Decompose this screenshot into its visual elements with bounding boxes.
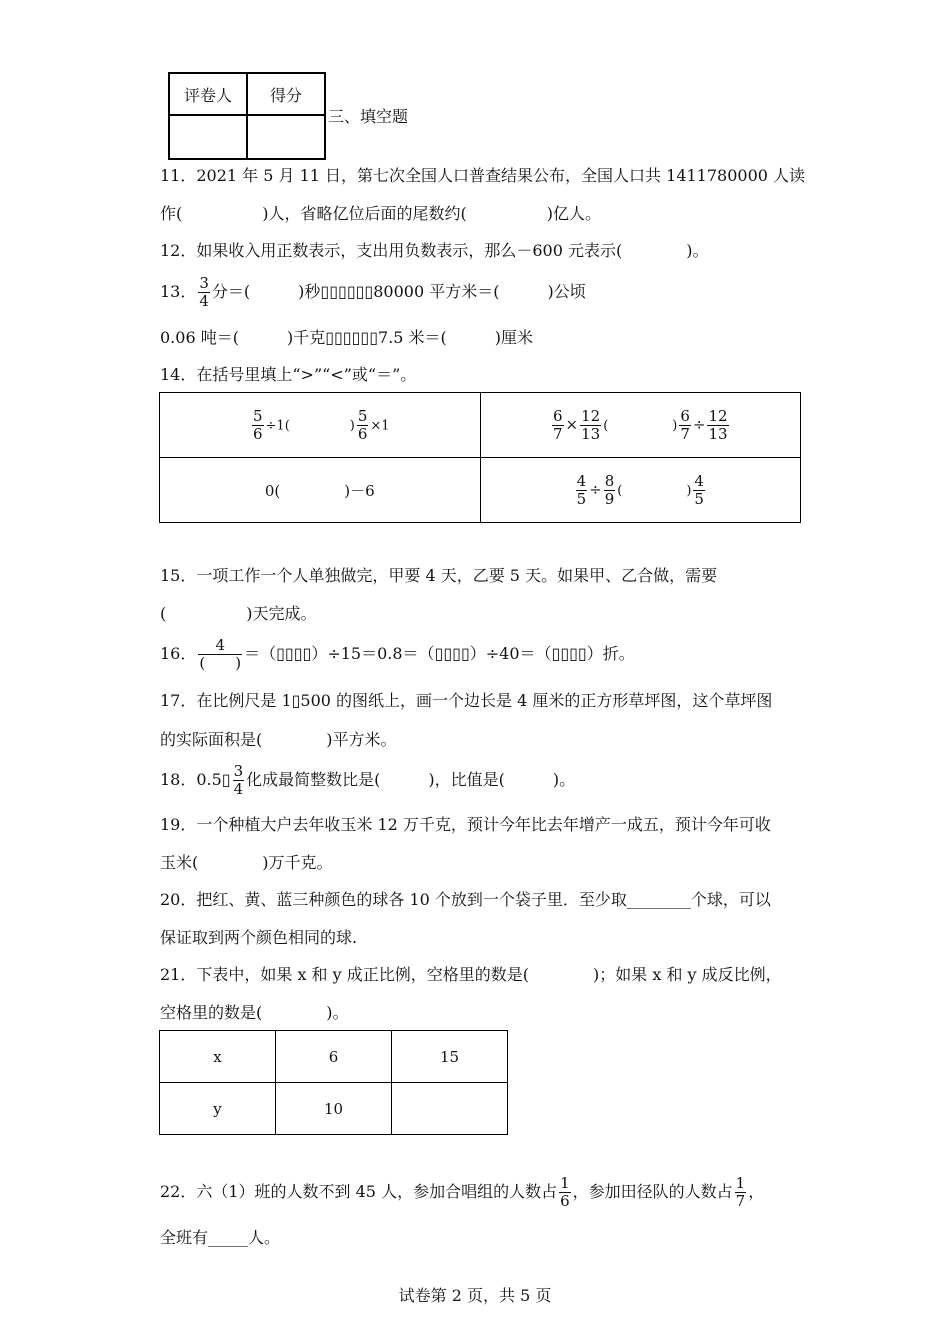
q22-line2: 全班有_____人。 — [160, 1228, 281, 1247]
q20-line1: 20．把红、黄、蓝三种颜色的球各 10 个放到一个袋子里．至少取________个球，可以 — [160, 890, 771, 909]
q16-frac-den: ( ) — [199, 654, 242, 672]
frac-den: 7 — [680, 424, 690, 443]
q13-frac-num: 3 — [199, 274, 209, 292]
cell3-left: 0( — [264, 481, 281, 500]
q16-frac-num: 4 — [198, 637, 242, 655]
operator-text: ÷1( — [265, 418, 290, 433]
fraction — [707, 408, 728, 443]
frac-den: 5 — [694, 489, 704, 508]
table-cell: y — [160, 1083, 276, 1135]
q18-frac-num: 3 — [233, 762, 244, 780]
table-cell: 6 — [276, 1031, 392, 1083]
operator-text: ×1 — [370, 418, 390, 433]
q13-line1-rest: 分＝( )秒▯▯▯▯▯▯80000 平方米＝( )公顷 — [211, 282, 586, 301]
q18-line — [160, 760, 575, 800]
close-paren: ) — [686, 483, 692, 498]
open-paren: ( — [617, 483, 623, 498]
frac-den: 6 — [357, 424, 368, 443]
grader-box — [168, 72, 326, 160]
q21-line1: 21．下表中，如果 x 和 y 成正比例，空格里的数是( )；如果 x 和 y 成反比例， — [160, 965, 782, 984]
q16-rest: ＝（▯▯▯▯）÷15＝0.8＝（▯▯▯▯）÷40＝（▯▯▯▯）折。 — [244, 644, 635, 663]
frac-num: 1 — [560, 1174, 570, 1192]
q19-line1: 19．一个种植大户去年收玉米 12 万千克，预计今年比去年增产一成五，预计今年可收 — [160, 815, 771, 834]
q14-text: 14．在括号里填上“>”“<”或“＝”。 — [160, 365, 417, 384]
operator-text: ÷ — [692, 415, 706, 433]
q12: 12．如果收入用正数表示，支出用负数表示，那么－600 元表示( )。 — [160, 241, 709, 260]
q15-line2: ( )天完成。 — [160, 604, 317, 623]
table-row — [160, 1083, 508, 1135]
frac-den: 9 — [604, 489, 615, 508]
table-cell: 10 — [276, 1083, 392, 1135]
frac-num: 6 — [552, 406, 563, 425]
q16-line — [160, 634, 635, 674]
fraction — [679, 408, 691, 443]
q22-part2: ，参加田径队的人数占 — [572, 1182, 733, 1201]
q22-fraction-2 — [735, 1175, 747, 1210]
q18-rest: 化成最简整数比是( )，比值是( )。 — [246, 770, 576, 789]
close-paren: ) — [672, 418, 678, 433]
fraction — [576, 473, 588, 508]
fraction — [252, 408, 264, 443]
table-row — [160, 1031, 508, 1083]
fraction — [552, 408, 564, 443]
q18-fraction — [233, 763, 245, 798]
frac-num: 12 — [708, 406, 728, 425]
q16-prefix: 16． — [160, 644, 197, 663]
frac-den: 5 — [576, 489, 587, 508]
frac-den: 7 — [735, 1192, 746, 1210]
q22-line1 — [160, 1172, 764, 1212]
frac-num: 6 — [680, 406, 690, 425]
q16-fraction — [198, 637, 242, 672]
q11-line1: 11．2021 年 5 月 11 日，第七次全国人口普查结果公布，全国人口共 1411780000 人读 — [160, 166, 806, 185]
q11-line2: 作( )人，省略亿位后面的尾数约( )亿人。 — [160, 204, 601, 223]
q15-line1: 15．一项工作一个人单独做完，甲要 4 天，乙要 5 天。如果甲、乙合做，需要 — [160, 566, 718, 585]
frac-den: 6 — [560, 1192, 570, 1210]
frac-num: 1 — [735, 1174, 746, 1192]
table-cell: 15 — [392, 1031, 508, 1083]
compare-cell-4 — [480, 458, 800, 523]
q22-part1: 22．六（1）班的人数不到 45 人，参加合唱组的人数占 — [160, 1182, 558, 1201]
q13-prefix: 13． — [160, 282, 197, 301]
q19-line2: 玉米( )万千克。 — [160, 853, 333, 872]
q18-frac-den: 4 — [233, 780, 244, 798]
compare-cell-3 — [160, 458, 481, 523]
frac-den: 13 — [581, 424, 601, 443]
comparison-table — [159, 392, 801, 523]
q17-line2: 的实际面积是( )平方米。 — [160, 730, 397, 749]
operator-text: ÷ — [589, 480, 602, 498]
fraction — [580, 408, 601, 443]
q21-line2: 空格里的数是( )。 — [160, 1003, 349, 1022]
blank-table-cell[interactable] — [392, 1083, 508, 1135]
compare-cell-1 — [160, 393, 481, 458]
q13-line2: 0.06 吨＝( )千克▯▯▯▯▯▯7.5 米＝( )厘米 — [160, 328, 534, 347]
frac-den: 6 — [252, 424, 263, 443]
frac-num: 4 — [576, 471, 587, 490]
xy-table — [159, 1030, 508, 1135]
q18-prefix: 18．0.5▯ — [160, 770, 231, 789]
fraction — [357, 408, 369, 443]
q22-fraction-1 — [559, 1175, 571, 1210]
frac-num: 4 — [694, 471, 704, 490]
grader-cell[interactable] — [169, 115, 247, 159]
operator-text: × — [565, 415, 579, 433]
compare-cell-2 — [480, 393, 800, 458]
section-title: 三、填空题 — [328, 107, 409, 126]
q13-frac-den: 4 — [199, 292, 209, 310]
score-cell[interactable] — [247, 115, 325, 159]
frac-num: 8 — [604, 471, 615, 490]
frac-num: 12 — [581, 406, 601, 425]
close-paren: ) — [349, 418, 355, 433]
frac-den: 13 — [708, 424, 728, 443]
q22-part3: ， — [748, 1182, 765, 1201]
cell3-right: )－6 — [344, 481, 375, 500]
frac-num: 5 — [357, 406, 368, 425]
q13-line1 — [160, 274, 586, 310]
page-footer: 试卷第 2 页，共 5 页 — [398, 1286, 552, 1305]
fraction — [693, 473, 705, 508]
score-label: 得分 — [247, 73, 325, 115]
grader-label: 评卷人 — [169, 73, 247, 115]
frac-num: 5 — [252, 406, 263, 425]
table-cell: x — [160, 1031, 276, 1083]
frac-den: 7 — [552, 424, 563, 443]
fraction — [604, 473, 616, 508]
q17-line1: 17．在比例尺是 1▯500 的图纸上，画一个边长是 4 厘米的正方形草坪图，这个草坪图 — [160, 691, 773, 710]
q13-fraction — [198, 275, 210, 310]
open-paren: ( — [603, 418, 609, 433]
q20-line2: 保证取到两个颜色相同的球. — [160, 928, 358, 947]
